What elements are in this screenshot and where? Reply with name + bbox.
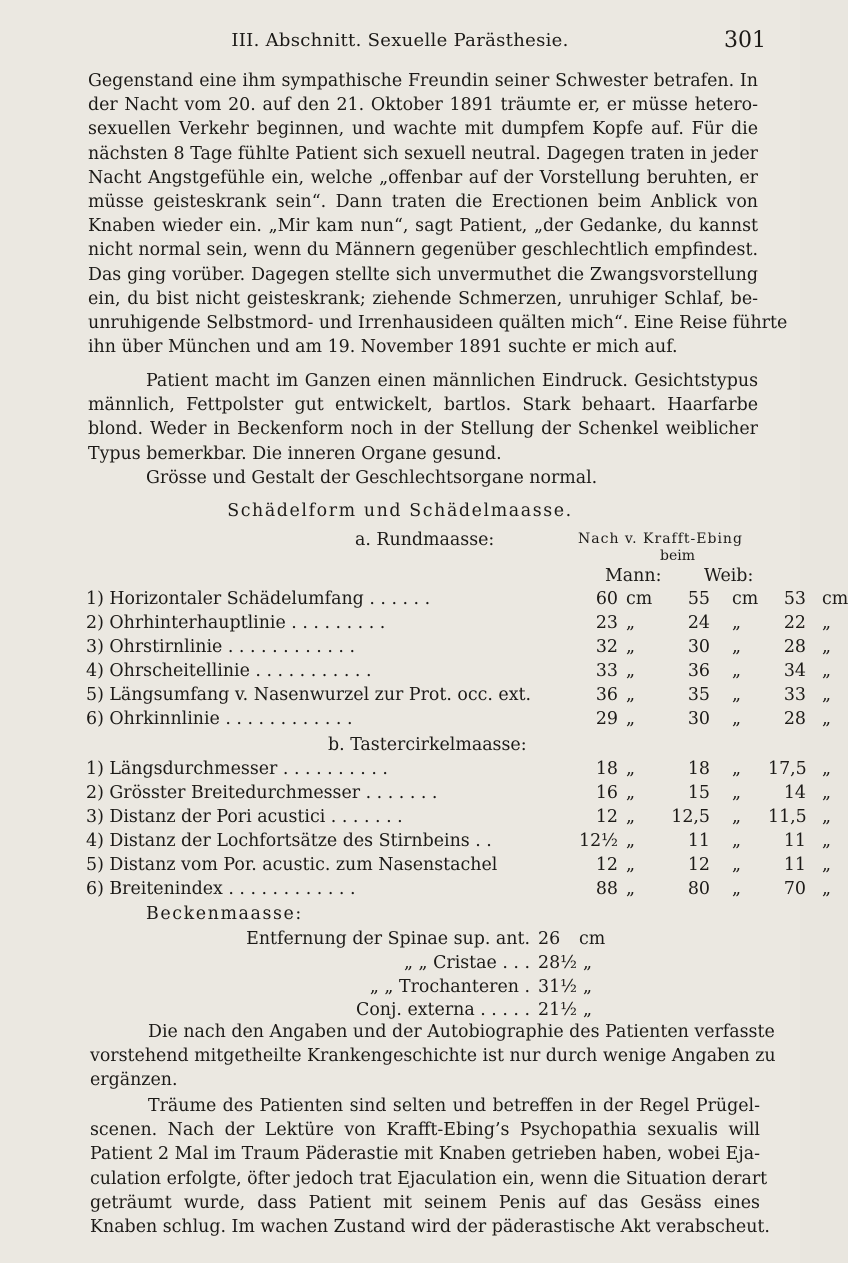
woman-value: 14 [783, 783, 806, 803]
unit: „ [626, 831, 636, 851]
measure-label: 2) Ohrhinterhauptlinie . . . . . . . . . [86, 613, 386, 633]
patient-value: 16 [595, 783, 618, 803]
unit: „ [822, 783, 832, 803]
column-header-man: Mann: [605, 566, 662, 586]
unit: „ [732, 879, 742, 899]
unit: „ [626, 661, 636, 681]
man-value: 55 [687, 589, 710, 609]
table-row [86, 685, 832, 709]
table-row [86, 807, 832, 831]
subheading-tastercirkelmaasse: b. Tastercirkelmaasse: [328, 735, 527, 755]
unit: „ [822, 613, 832, 633]
pelvis-value: 21½ [538, 1000, 577, 1020]
pelvis-value: 26 [538, 929, 561, 949]
text-line: Nacht Angstgefühle ein, welche „offenbar auf der Vorstellung beruhten, er [88, 167, 758, 188]
paragraph-5 [90, 1094, 770, 1239]
woman-value: 22 [783, 613, 806, 633]
unit: „ [583, 977, 593, 997]
unit: „ [822, 685, 832, 705]
comparison-heading: Nach v. Krafft-Ebing [578, 531, 743, 547]
unit: „ [732, 855, 742, 875]
unit: „ [822, 879, 832, 899]
unit: „ [626, 879, 636, 899]
man-value: 15 [687, 783, 710, 803]
unit: „ [626, 637, 636, 657]
pelvis-row [200, 929, 530, 953]
pelvis-value-row [538, 977, 618, 1001]
unit: „ [822, 661, 832, 681]
patient-value: 12½ [579, 831, 618, 851]
text-line: Die nach den Angaben und der Autobiographie des Patienten verfasste [148, 1022, 775, 1042]
text-line: Grösse und Gestalt der Geschlechtsorgane normal. [146, 468, 598, 488]
man-value: 12 [687, 855, 710, 875]
chapter-title: III. Abschnitt. Sexuelle Parästhesie. [231, 30, 569, 51]
paragraph-1 [88, 69, 788, 359]
measure-label: 5) Distanz vom Por. acustic. zum Nasenstachel [86, 855, 498, 875]
measure-label: 1) Horizontaler Schädelumfang . . . . . . [86, 589, 431, 609]
unit: „ [732, 783, 742, 803]
unit: „ [732, 709, 742, 729]
measure-label: Entfernung der Spinae sup. ant. [246, 929, 530, 949]
pelvis-value-row [538, 929, 618, 953]
unit: „ [626, 759, 636, 779]
page-number: 301 [724, 28, 766, 53]
woman-value: 17,5 [768, 759, 807, 779]
text-line: sexuellen Verkehr beginnen, und wachte mit dumpfem Kopfe auf. Für die [88, 119, 758, 140]
patient-value: 33 [595, 661, 618, 681]
unit: „ [732, 613, 742, 633]
patient-value: 12 [595, 807, 618, 827]
man-value: 80 [687, 879, 710, 899]
patient-value: 36 [595, 685, 618, 705]
unit: „ [626, 709, 636, 729]
text-line: Patient 2 Mal im Traum Päderastie mit Knaben getrieben haben, wobei Eja- [90, 1144, 760, 1165]
unit: „ [626, 807, 636, 827]
unit: „ [583, 1000, 593, 1020]
unit: „ [732, 831, 742, 851]
unit: „ [822, 831, 832, 851]
measure-label: 4) Ohrscheitellinie . . . . . . . . . . . [86, 661, 372, 681]
woman-value: 70 [783, 879, 806, 899]
patient-value: 29 [595, 709, 618, 729]
pelvis-value-row [538, 953, 618, 977]
paragraph-2 [88, 369, 758, 466]
pelvis-row [200, 977, 530, 1001]
woman-value: 28 [783, 709, 806, 729]
text-line: scenen. Nach der Lektüre von Krafft-Ebing’s Psychopathia sexualis will [90, 1120, 760, 1141]
pelvis-row [200, 953, 530, 977]
man-value: 24 [687, 613, 710, 633]
measure-label: 6) Breitenindex . . . . . . . . . . . . [86, 879, 356, 899]
measure-label: „ „ Cristae . . . [404, 953, 530, 973]
table-row [86, 637, 832, 661]
table-row [86, 613, 832, 637]
paragraph-4 [90, 1020, 776, 1093]
table-row [86, 879, 832, 903]
unit: cm [732, 589, 759, 609]
unit: cm [822, 589, 848, 609]
patient-value: 23 [595, 613, 618, 633]
unit: „ [822, 759, 832, 779]
paragraph-3 [88, 466, 758, 490]
patient-value: 60 [595, 589, 618, 609]
unit: „ [822, 637, 832, 657]
text-line: geträumt wurde, dass Patient mit seinem Penis auf das Gesäss eines [90, 1192, 760, 1213]
text-line: der Nacht vom 20. auf den 21. Oktober 1891 träumte er, er müsse hetero- [88, 95, 758, 116]
woman-value: 11 [783, 831, 806, 851]
patient-value: 18 [595, 759, 618, 779]
unit: „ [822, 807, 832, 827]
patient-value: 12 [595, 855, 618, 875]
column-header-woman: Weib: [704, 566, 754, 586]
patient-value: 32 [595, 637, 618, 657]
woman-value: 33 [783, 685, 806, 705]
unit: „ [822, 855, 832, 875]
unit: „ [626, 783, 636, 803]
table-row [86, 661, 832, 685]
subheading-rundmaasse: a. Rundmaasse: [355, 530, 495, 550]
text-line: Das ging vorüber. Dagegen stellte sich unvermuthet die Zwangsvorstellung [88, 264, 758, 285]
unit: „ [822, 709, 832, 729]
patient-value: 88 [595, 879, 618, 899]
pelvis-value: 28½ [538, 953, 577, 973]
measure-label: 6) Ohrkinnlinie . . . . . . . . . . . . [86, 709, 353, 729]
man-value: 12,5 [671, 807, 710, 827]
measure-label: Conj. externa . . . . . [356, 1000, 530, 1020]
text-line: ergänzen. [90, 1070, 178, 1091]
text-line: Knaben wieder ein. „Mir kam nun“, sagt Patient, „der Gedanke, du kannst [88, 216, 758, 237]
table-row [86, 831, 832, 855]
unit: „ [732, 759, 742, 779]
woman-value: 11,5 [768, 807, 807, 827]
table-row [86, 783, 832, 807]
text-line: vorstehend mitgetheilte Krankengeschichte ist nur durch wenige Angaben zu [90, 1046, 776, 1067]
unit: „ [732, 661, 742, 681]
woman-value: 28 [783, 637, 806, 657]
text-line: Patient macht im Ganzen einen männlichen Eindruck. Gesichtstypus [146, 371, 758, 391]
table-row [86, 759, 832, 783]
section-heading: Schädelform und Schädelmaasse. [227, 501, 573, 521]
text-line: ihn über München und am 19. November 1891 suchte er mich auf. [88, 337, 678, 358]
unit: „ [626, 855, 636, 875]
text-line: Typus bemerkbar. Die inneren Organe gesund. [88, 443, 502, 464]
text-line: ein, du bist nicht geisteskrank; ziehende Schmerzen, unruhiger Schlaf, be- [88, 288, 758, 309]
text-line: nicht normal sein, wenn du Männern gegenüber geschlechtlich empfindest. [88, 240, 758, 261]
woman-value: 11 [783, 855, 806, 875]
measure-label: 4) Distanz der Lochfortsätze des Stirnbeins . . [86, 831, 492, 851]
text-line: Gegenstand eine ihm sympathische Freundin seiner Schwester betrafen. In [88, 71, 758, 91]
man-value: 35 [687, 685, 710, 705]
unit: cm [626, 589, 653, 609]
man-value: 36 [687, 661, 710, 681]
comparison-heading-beim: beim [660, 548, 695, 564]
text-line: Knaben schlug. Im wachen Zustand wird der päderastische Akt verabscheut. [90, 1217, 770, 1238]
text-line: nächsten 8 Tage fühlte Patient sich sexuell neutral. Dagegen traten in jeder [88, 143, 758, 164]
unit: „ [732, 807, 742, 827]
measure-label: 5) Längsumfang v. Nasenwurzel zur Prot. occ. ext. [86, 685, 532, 705]
text-line: männlich, Fettpolster gut entwickelt, bartlos. Stark behaart. Haarfarbe [88, 395, 758, 416]
unit: „ [583, 953, 593, 973]
text-line: müsse geisteskrank sein“. Dann traten die Erectionen beim Anblick von [88, 192, 758, 213]
text-line: Träume des Patienten sind selten und betreffen in der Regel Prügel- [148, 1096, 760, 1116]
text-line: culation erfolgte, öfter jedoch trat Ejaculation ein, wenn die Situation derart [90, 1168, 768, 1189]
measure-label: 3) Ohrstirnlinie . . . . . . . . . . . . [86, 637, 355, 657]
table-row [86, 855, 832, 879]
text-line: unruhigende Selbstmord- und Irrenhausideen quälten mich“. Eine Reise führte [88, 313, 788, 334]
woman-value: 34 [783, 661, 806, 681]
running-header [0, 30, 800, 54]
text-line: blond. Weder in Beckenform noch in der Stellung der Schenkel weiblicher [88, 419, 758, 440]
unit: „ [732, 637, 742, 657]
man-value: 18 [687, 759, 710, 779]
measure-label: 1) Längsdurchmesser . . . . . . . . . . [86, 759, 388, 779]
unit: „ [626, 685, 636, 705]
unit: cm [579, 929, 606, 949]
unit: „ [732, 685, 742, 705]
table-row [86, 589, 848, 613]
man-value: 30 [687, 709, 710, 729]
woman-value: 53 [783, 589, 806, 609]
measure-label: „ „ Trochanteren . [369, 977, 530, 997]
unit: „ [626, 613, 636, 633]
table-row [86, 709, 832, 733]
subheading-beckenmaasse: Beckenmaasse: [146, 904, 303, 924]
man-value: 11 [687, 831, 710, 851]
man-value: 30 [687, 637, 710, 657]
measure-label: 3) Distanz der Pori acustici . . . . . . . [86, 807, 403, 827]
measure-label: 2) Grösster Breitedurchmesser . . . . . . . [86, 783, 438, 803]
pelvis-value: 31½ [538, 977, 577, 997]
